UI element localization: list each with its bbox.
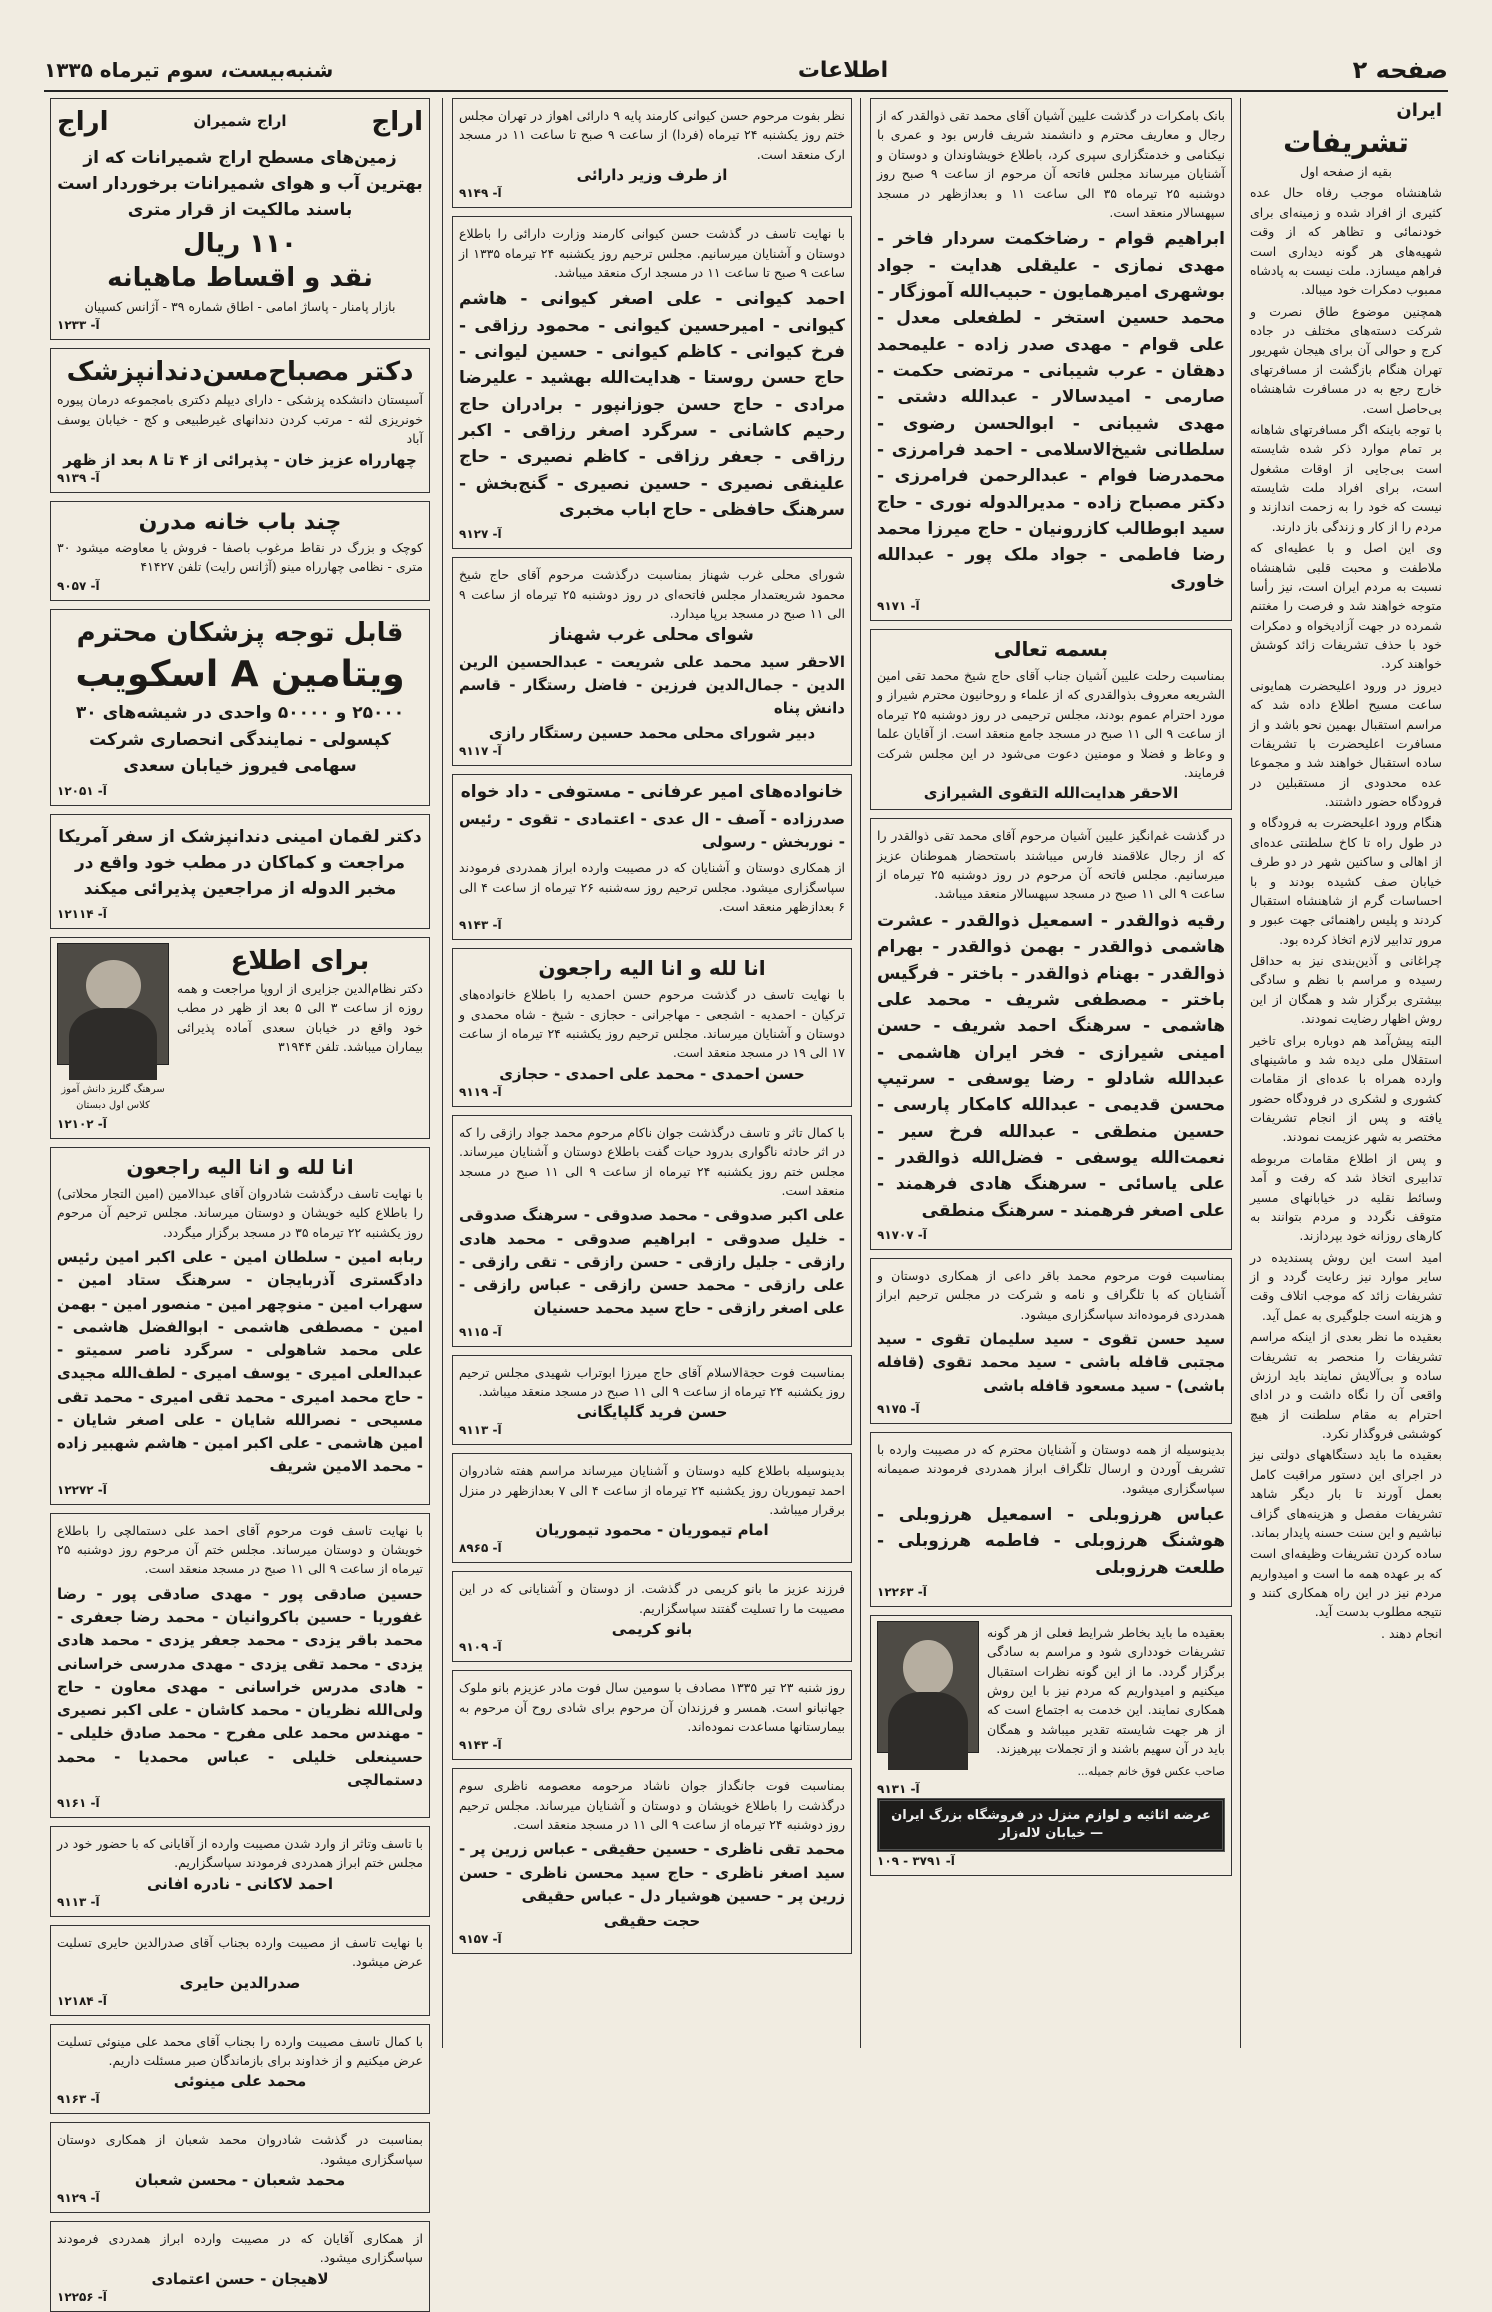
obituary-notice <box>870 818 1232 1250</box>
notice-code: آ- ۹۱۰۹ <box>459 1640 502 1655</box>
ad-body: ۲۵۰۰۰ و ۵۰۰۰۰ واحدی در شیشه‌های ۳۰ کپسولی - نمایندگی انحصاری شرکت سهامی فیروز خیابان سعدی <box>75 703 405 777</box>
editorial-paragraph: بعقیده ما نظر بعدی از اینکه مراسم تشریفات را منحصر به تشریفات ساده و بی‌آلایش نمایند باید ارزش واقعی آن را نگاه داشت و در ادای احترام به مقام سلطنت از هیچ کوششی فروگذار نکرد. <box>1250 1329 1442 1441</box>
notice-code: آ- ۹۱۳۱ <box>877 1781 920 1796</box>
photo-notice <box>870 1615 1232 1876</box>
house-ad <box>50 501 430 601</box>
obituary-notice <box>870 1258 1232 1424</box>
ad-address: بازار پامنار - پاساژ امامی - اطاق شماره ۳۹ - آژانس کسپیان <box>84 298 396 314</box>
notice-code: آ- ۹۱۱۹ <box>459 1084 502 1099</box>
paper-name: اطلاعات <box>797 57 889 83</box>
obituary-notice <box>452 216 852 549</box>
notice-code: آ- ۱۲۲۶۳ <box>877 1584 927 1599</box>
notice-body: بمناسبت فوت مرحوم محمد باقر داعی از همکاری دوستان و آشنایان که با تلگراف و نامه و شرکت در مجلس ترحیم ابراز همدردی فرموده‌اند سپاسگزاری میشود. <box>877 1267 1225 1322</box>
notice-signature: حجت حقیقی <box>603 1912 701 1931</box>
notice-body: نظر بفوت مرحوم حسن کیوانی کارمند پایه ۹ دارائی اهواز در تهران مجلس ختم روز یکشنبه ۲۴ تیرماه (فردا) از ساعت ۹ صبح تا ساعت ۱۱ در مسجد ارک منعقد است. <box>459 108 846 162</box>
notice-names: ابراهیم قوام - رضاخکمت سردار فاخر - مهدی نمازی - علیقلی هدایت - جواد بوشهری امیرهمایون - حبیب‌الله آموزگار - محمد حسین استخر - لطفعلی معدل - علی قوام - مهدی صدر زاده - علیمحمد دهقان - عرب شیبانی - مرتضی حکمت - صارمی - امیدسالار - عبدالله دشتی - مهدی شیبانی - ابوالحسن رضوی - سلطانی شیخ‌الاسلامی - احمد فرامرزی - محمدرضا فوام - عبدالرحمن فرامرزی - دکتر مصباح زاده - مدیرالدوله نوری - حاج سید ابوطالب کازرونیان - حاج میرزا محمد رضا فاطمی - جواد ملک پور - عبدالله خاوری <box>877 229 1225 592</box>
editorial-paragraph: امید است این روش پسندیده در سایر موارد نیز رعایت گردد و از تشریفات زائد که موجب اتلاف وقت و هزینه است جلوگیری به عمل آید. <box>1250 1249 1442 1323</box>
photo-caption: صاحب عکس فوق خانم جمیله... <box>1077 1764 1225 1778</box>
ad-hours: چهارراه عزیز خان - پذیرائی از ۴ تا ۸ بعد از ظهر <box>63 450 417 469</box>
notice-body: از همکاری آقایان که در مصیبت وارده ابراز همدردی فرمودند سپاسگزاری میشود. <box>57 2231 423 2266</box>
notice-body: بدینوسیله از همه دوستان و آشنایان محترم که در مصیبت وارده با تشریف آوردن و ارسال تلگراف ابراز همدردی فرمودند صمیمانه سپاسگزاری میشود. <box>877 1441 1225 1496</box>
notice-names: صدرزاده - آصف - ال عدی - اعتمادی - تقوی - رئیس - نوربخش - رسولی <box>459 809 845 851</box>
ad-code: آ- ۱۲۱۰۲ <box>57 1117 107 1132</box>
ad-code: آ- ۱۲۰۵۱ <box>57 783 107 798</box>
ad-body: کوچک و بزرگ در نقاط مرغوب باصفا - فروش یا معاوضه میشود ۳۰ متری - نظامی چهارراه مینو (آژانس رایت) تلفن ۴۱۴۲۷ <box>57 540 423 575</box>
notice-code: آ- ۹۱۷۰۷ <box>877 1227 927 1242</box>
obituary-notice <box>50 2221 430 2312</box>
notice-body: شورای محلی غرب شهناز بمناسبت درگذشت مرحوم آقای حاج شیخ محمود شریعتمدار مجلس فاتحه‌ای در روز دوشنبه ۲۵ تیرماه از ساعت ۹ الی ۱۱ صبح در مسجد برپا میدارد. <box>459 567 845 622</box>
editorial-paragraph: بقیه از صفحه اول <box>1299 164 1392 179</box>
obituary-notice <box>50 2122 430 2213</box>
notice-signature: از طرف وزیر دارائی <box>576 166 728 185</box>
ad-banner: عرضه اثاثیه و لوازم منزل در فروشگاه بزرگ ایران — خیابان لاله‌زار <box>877 1798 1225 1852</box>
notice-code: آ- ۹۱۱۵ <box>459 1324 502 1339</box>
notice-body: از همکاری دوستان و آشنایان که در مصیبت وارده ابراز همدردی فرمودند سپاسگزاری میشود. مجلس ترحیم روز سه‌شنبه ۲۶ تیرماه از ساعت ۴ الی ۶ بعدازظهر منعقد است. <box>459 860 845 914</box>
notice-body: فرزند عزیز ما بانو کریمی در گذشت. از دوستان و آشنایانی که در این مصیبت ما را تسلیت گفتند سپاسگزاریم. <box>459 1581 845 1616</box>
editorial-paragraph: ساده کردن تشریفات وظیفه‌ای است که بر عهده همه ما است و امیدواریم مردم نیز در این راه همکاری کنند و نتیجه مطلوب بدست آید. <box>1250 1546 1442 1620</box>
notice-code: آ- ۱۲۲۵۶ <box>57 2289 107 2304</box>
ad-body: آسیستان دانشکده پزشکی - دارای دیپلم دکتری بامجموعه درمان پیوره خونریزی لثه - مرتب کردن دندانهای غیرطبیعی و کج - خیابان یوسف آباد <box>57 392 423 447</box>
notice-code: آ- ۹۱۷۱ <box>877 599 920 614</box>
notice-heading: انا لله و انا الیه راجعون <box>538 956 766 981</box>
notices-column-midleft <box>446 98 858 2048</box>
ad-title: قابل توجه پزشکان محترم <box>76 617 404 648</box>
obituary-notice <box>452 1571 852 1662</box>
notice-code: آ- ۹۱۲۹ <box>57 2191 100 2206</box>
obituary-notice <box>452 774 852 940</box>
notice-body: با نهایت تاسف درگذشت شادروان آقای عبدالامین (امین التجار محلاتی) را باطلاع کلیه خویشان و دوستان میرساند. مجلس ترحیم آن مرحوم روز یکشنبه ۲۲ تیرماه ۳۵ در مسجد برگزار میگردد. <box>57 1186 423 1240</box>
editorial-paragraph: هنگام ورود اعلیحضرت به فرودگاه و در طول راه تا کاخ سلطنتی عده‌ای از اهالی و ساکنین شهر در دو طرف خیابان صف کشیده بودند و با احساسات گرم از شاهنشاه استقبال کردند و پلیس راهنمائی جهت عبور و مرور تدابیر لازم اتخاذ کرده بود. <box>1250 815 1442 947</box>
ad-product: ویتامین A اسکویب <box>75 654 405 696</box>
ad-title: برای اطلاع <box>230 945 370 976</box>
notice-body: با نهایت تاسف از مصیبت وارده بجناب آقای صدرالدین حایری تسلیت عرض میشود. <box>57 1934 423 1970</box>
column-rule <box>442 98 443 2048</box>
notice-code: آ- ۱۲۲۷۲ <box>57 1482 107 1497</box>
notice-signature: حسن فرید گلپایگانی <box>576 1403 728 1422</box>
obituary-notice <box>452 1768 852 1954</box>
notice-body: با کمال تاثر و تاسف درگذشت جوان ناکام مرحوم محمد جواد رازقی را که در اثر حادثه ناگواری بدرود حیات گفت باطلاع دوستان و آشنایان میرساند. مجلس ختم روز یکشنبه ۲۴ تیرماه از ساعت ۹ الی ۱۱ صبح در مسجد منعقد است. <box>459 1124 845 1198</box>
issue-date: شنبه‌بیست، سوم تیرماه ۱۳۳۵ <box>44 58 334 82</box>
notice-code: آ- ۹۱۵۷ <box>459 1932 502 1947</box>
portrait-photo <box>877 1621 979 1753</box>
land-ad <box>50 98 430 340</box>
notice-body: بدینوسیله باطلاع کلیه دوستان و آشنایان میرساند مراسم هفته شادروان احمد تیموریان روز یکشنبه ۲۴ تیرماه از ساعت ۴ الی ۷ بعدازظهر در منزل برقرار میباشد. <box>459 1463 845 1518</box>
doctor-return-ad <box>50 937 430 1140</box>
photo-caption: سرهنگ گلریز دانش آموز کلاس اول دبستان <box>61 1084 165 1111</box>
notice-code: آ- ۹۱۴۹ <box>459 186 502 201</box>
notice-body: بمناسبت فوت حجة‌الاسلام آقای حاج میرزا ابوتراب شهیدی مجلس ترحیم روز یکشنبه ۲۴ تیرماه از ساعت ۹ الی ۱۱ صبح در مسجد منعقد میباشد. <box>459 1364 845 1399</box>
ad-body: زمین‌های مسطح اراج شمیرانات که از بهترین آب و هوای شمیرانات برخوردار است باسند مالکیت از قرار متری <box>57 147 423 221</box>
page-header <box>44 50 1448 92</box>
editorial-paragraph: دیروز در ورود اعلیحضرت همایونی ساعت مسیح اطلاع داده شد که مراسم استقبال بهمین نحو باشد و از مسافرت اعلیحضرت با تشریفات ساده استقبال خواهند شد و مجموعا عده محدودی از مستقبلین در فرودگاه حضور داشتند. <box>1250 677 1442 809</box>
notice-signature: صدرالدین حایری <box>179 1973 301 1992</box>
notice-heading: خانواده‌های امیر عرفانی - مستوفی - داد خواه <box>460 782 844 803</box>
ad-price: ۱۱۰ ریال <box>183 228 297 259</box>
notice-names: الاحقر سید محمد علی شریعت - عبدالحسین الرین الدین - جمال‌الدین فرزین - فاضل رستگار - قاسم دانش پناه <box>459 652 845 718</box>
notice-body: در گذشت غم‌انگیز علیین آشیان مرحوم آقای محمد تقی ذوالقدر را که از رجال علاقمند فارس میباشند باستحضار هموطنان عزیز میرسانیم. مجلس فاتحه آن مرحوم در روز دوشنبه ۲۵ تیرماه از ساعت ۹ الی ۱۱ صبح در مسجد سپهسالار منعقد میباشد. <box>877 828 1225 902</box>
editorial-column <box>1244 98 1448 2048</box>
obituary-notice <box>870 629 1232 810</box>
ad-code: آ- ۹۱۳۹ <box>57 470 100 485</box>
column-rule <box>860 98 861 2048</box>
notice-signature: حسن احمدی - محمد علی احمدی - حجازی <box>499 1064 805 1083</box>
obituary-notice <box>452 557 852 766</box>
notice-names: عباس هرزوبلی - اسمعیل هرزوبلی - هوشنگ هرزوبلی - فاطمه هرزوبلی - طلعت هرزوبلی <box>877 1504 1225 1578</box>
notice-signature: احمد لاکانی - نادره افانی <box>147 1874 333 1893</box>
notice-signature: لاهیجان - حسن اعتمادی <box>151 2269 329 2288</box>
editorial-paragraph: شاهنشاه موجب رفاه حال عده کثیری از افراد شده و زمینه‌ای برای خودنمائی و تظاهر که از وقت شهیه‌های هر گونه دیداری است فراهم میسازد. ملت نیست به پادشاه ممبوب دمکرات خود میبالد. <box>1250 185 1442 298</box>
notice-names: محمد تقی ناظری - حسین حقیقی - عباس زرین پر - سید اصغر ناظری - حاج سید محسن ناظری - حسن زرین پر - حسین هوشیار دل - عباس حقیقی <box>459 1840 845 1905</box>
notice-code: آ- ۹۱۱۳ <box>57 1894 100 1909</box>
notice-body: بعقیده ما باید بخاطر شرایط فعلی از هر گونه تشریفات خودداری شود و مراسم به سادگی برگزار گردد. ما از این گونه نظرات استقبال میکنیم و امیدواریم که مردم نیز با این روش همکاری نمایند. این خدمت به اجتماع است که از هر جهت شایسته تقدیر میباشد و همگان باید در آن سهیم باشند و از تجملات بپرهیزند. <box>987 1624 1225 1757</box>
notice-code: آ- ۹۱۷۵ <box>877 1401 920 1416</box>
section-label: ایران <box>1396 100 1442 121</box>
notice-code: آ- ۱۲۱۸۴ <box>57 1993 107 2008</box>
notice-code: آ- ۹۱۲۷ <box>459 527 502 542</box>
obituary-notice <box>452 1670 852 1760</box>
editorial-paragraph: وی این اصل و با عطیه‌ای که ملاطفت و محبت قلبی شاهنشاه نسبت به مردم ایران است، نیز رأسا متوجه خواهند شد و فرصت را مغتنم شمرده در جهت آزادیخواه و دمکرات خود با حذف تشریفات زائد کوشش خواهند کرد. <box>1250 540 1442 672</box>
notice-body: با کمال تاسف مصیبت وارده را بجناب آقای محمد علی مینوئی تسلیت عرض میکنیم و از خداوند برای بازماندگان صبر مسئلت داریم. <box>57 2033 423 2068</box>
notice-body: با نهایت تاسف در گذشت حسن کیوانی کارمند وزارت دارائی را باطلاع دوستان و آشنایان میرسانیم. مجلس ترحیم روز یکشنبه ۲۴ تیرماه ۱۳۳۵ از ساعت ۹ صبح تا ساعت ۱۱ در مسجد ارک منعقد میباشد. <box>459 226 846 280</box>
ad-body: دکتر لقمان امینی دندانپزشک از سفر آمریکا مراجعت و کماکان در مطب خود واقع در مخبر الدوله از مراجعین پذیرائی میکند <box>58 826 422 900</box>
page-footer-code: آ- ۳۷۹۱ - ۱۰۹ <box>877 1854 955 1869</box>
ad-code: آ- ۹۰۵۷ <box>57 578 100 593</box>
editorial-title: تشریفات <box>1283 126 1409 159</box>
notice-code: آ- ۹۱۱۷ <box>459 744 502 759</box>
notice-names: سید حسن تقوی - سید سلیمان تقوی - سید مجتبی قافله باشی - سید محمد تقوی (قافله باشی) - سید مسعود قافله باشی <box>877 1330 1225 1395</box>
notice-signature: دبیر شورای محلی محمد حسین رستگار رازی <box>488 724 816 743</box>
obituary-notice <box>452 1355 852 1446</box>
ad-body: دکتر نظام‌الدین جزایری از اروپا مراجعت و همه روزه از ساعت ۳ الی ۵ بعد از ظهر در مطب خود واقع در خیابان سعدی آماده پذیرائی بیماران میباشد. تلفن ۳۱۹۴۴ <box>177 981 423 1055</box>
ad-subtitle: اراج شمیران <box>193 111 287 130</box>
notice-body: با تاسف وتاثر از وارد شدن مصیبت وارده از آقایانی که با حضور خود در مجلس ختم ابراز همدردی فرمودند سپاسگزاریم. <box>57 1836 423 1871</box>
notice-names: احمد کیوانی - علی اصغر کیوانی - هاشم کیوانی - امیرحسین کیوانی - محمود رزاقی - فرخ کیوانی - کاظم کیوانی - حسین لیوانی - حاج حسن روستا - هدایت‌الله بهشید - علیرضا مرادی - حاج حسن جوزانپور - برادران حاج رحیم کاشانی - سرگرد اصغر رزاقی - اکبر رزاقی - جعفر رزاقی - کاظم نصیری - حاج علینقی نصیری - حسین نصیری - گنج‌بخش - سرهنگ حافظی - حاج اباب مخبری <box>459 289 845 520</box>
editorial-paragraph: با توجه باینکه اگر مسافرتهای شاهانه بر تمام موارد ذکر شده شایسته است بی‌جایی از اوقات مشغول است، برای افراد ملت شایسته نیست که خود را به زحمت اندازند و مردم را از کار و زندگی باز دارند. <box>1250 421 1442 534</box>
editorial-paragraph: همچنین موضوع طاق نصرت و شرکت دسته‌های مختلف در جاده کرج و حوالی آن برای هیجان شهریور تهران هنگام بازگشت از مسافرتهای خارج رجع به در مسافرت شاهنشاه بی‌حاصل است. <box>1250 303 1442 416</box>
obituary-notice <box>870 98 1232 621</box>
ad-code: آ- ۱۲۱۱۴ <box>57 906 107 921</box>
notice-body: بمناسبت در گذشت شادروان محمد شعبان از همکاری دوستان سپاسگزاری میشود. <box>57 2132 423 2167</box>
editorial-paragraph: چراغانی و آذین‌بندی نیز به حداقل رسیده و مراسم با نظم و سادگی بیشتری برگزار شد و همگان از این روش اظهار رضایت نمودند. <box>1250 953 1442 1027</box>
obituary-notice <box>50 1513 430 1818</box>
dentist-ad <box>50 348 430 493</box>
notice-body: بانک بامکرات در گذشت علیین آشیان آقای محمد تقی ذوالقدر که از رجال و معاریف محترم و دانشمند شریف فارس بود و عمری با نیکنامی و خدمتگزاری سپری کرد، باطلاع خویشاوندان و دوستان و آشنایان میرساند مجلس فاتحه آن مرحوم از ساعت ۹ صبح روز دوشنبه ۲۵ تیرماه ۳۵ الی ساعت ۱۱ و بعدازظهر در مسجد سپهسالار منعقد است. <box>877 108 1226 220</box>
notice-names: ربابه امین - سلطان امین - علی اکبر امین رئیس دادگستری آذربایجان - سرهنگ ستاد امین - سهراب امین - منوچهر امین - منصور امین - بهمن امین - مصطفی هاشمی - ابوالفضل هاشمی - علی محمد شاهولی - سرگرد ناصر سمیتو - عبدالعلی امیری - یوسف امیری - لطف‌الله مجیدی - حاج محمد امیری - محمد تقی امیری - محمد تقی مسیحی - نصرالله شایان - علی اصغر شایان - امین هاشمی - علی اکبر امین - هاشم شهبیر زاده - محمد الامین شریف <box>57 1248 423 1476</box>
notice-code: آ- ۸۹۶۵ <box>459 1541 502 1556</box>
editorial-paragraph: انجام دهند . <box>1381 1625 1442 1641</box>
notice-signature: الاحقر هدایت‌الله التقوی الشیرازی <box>923 784 1179 803</box>
notice-body: روز شنبه ۲۳ تیر ۱۳۳۵ مصادف با سومین سال فوت مادر عزیزم بانو ملوک جهانبانو است. همسر و فرزندان آن مرحوم برای شادی روح آن مرحوم به بیمارستانها مساعدت نموده‌اند. <box>459 1680 845 1734</box>
vitamin-ad <box>50 609 430 806</box>
ad-title: چند باب خانه مدرن <box>138 509 342 535</box>
notice-heading: شوای محلی غرب شهناز <box>550 625 754 646</box>
notice-body: بمناسبت رحلت علیین آشیان جناب آقای حاج شیخ محمد تقی امین الشریعه معروف بذوالقدری که از علماء و روحانیون محترم شیراز و مورد احترام عموم بودند، مجلس ترحیمی در روز دوشنبه ۲۵ تیرماه از ساعت ۹ الی ۱۱ صبح در مسجد جامع منعقد است. از آقایان علما و وعاظ و فضلا و مومنین دعوت می‌شود در این مجلس شرکت فرمایند. <box>877 668 1225 780</box>
obituary-notice <box>452 948 852 1107</box>
notice-heading: انا لله و انا الیه راجعون <box>126 1155 354 1180</box>
column-rule <box>1240 98 1241 2048</box>
page-number: صفحه ۲ <box>1352 56 1448 84</box>
ad-title: دکتر مصباح‌مسن‌دندانپزشک <box>66 356 414 387</box>
notice-names: رقیه ذوالقدر - اسمعیل ذوالقدر - عشرت هاشمی ذوالقدر - بهمن ذوالقدر - بهرام ذوالقدر - بهنام ذوالقدر - باختر - فرگیس باختر - مصطفی شریف - محمد علی هاشمی - سرهنگ احمد شریف - حسن امینی شیرازی - فخر ایران هاشمی - عبدالله شادلو - رضا یوسفی - سرتیپ محسن قدیمی - عبدالله کامکار پارسی - حسین منطقی - عبدالله فرخ سیر - نعمت‌الله یوسفی - فضل‌الله ذوالقدر - علی یاسائی - سرهنگ هادی فرهمند - علی اصغر فرهمند - سرهنگ منطقی <box>877 910 1225 1221</box>
obituary-notice <box>870 1432 1232 1607</box>
notice-code: آ- ۹۱۱۳ <box>459 1423 502 1438</box>
obituary-notice <box>452 98 852 208</box>
notice-code: آ- ۹۱۶۱ <box>57 1796 100 1811</box>
notice-body: با نهایت تاسف فوت مرحوم آقای احمد علی دستمالچی را باطلاع خویشان و دوستان میرساند. مجلس ختم آن مرحوم روز دوشنبه ۲۵ تیرماه از ساعت ۹ الی ۱۱ صبح در مسجد منعقد است. <box>57 1522 423 1577</box>
obituary-notice <box>50 1826 430 1917</box>
notice-signature: امام تیموریان - محمود تیموریان <box>535 1521 769 1540</box>
notices-column-midright <box>864 98 1238 2048</box>
ad-title: اراج <box>57 107 109 137</box>
ads-column <box>44 98 436 2304</box>
notice-body: بمناسبت فوت جانگداز جوان ناشاد مرحومه معصومه ناظری سوم درگذشت را باطلاع خویشان و دوستان و آشنایان میرساند. مجلس ترحیم روز دوشنبه ۲۴ تیرماه از ساعت ۹ الی ۱۱ در مسجد منعقد است. <box>459 1778 845 1833</box>
notice-signature: محمد علی مینوئی <box>173 2072 307 2091</box>
notice-body: با نهایت تاسف در گذشت مرحوم حسن احمدیه را باطلاع خانواده‌های ترکیان - احمدیه - اشجعی - مهاجرانی - حجازی - شیخ - شاه محمدی و دوستان و آشنایان میرساند. مجلس ترحیم روز یکشنبه ۲۴ تیرماه از ساعت ۱۷ الی ۱۹ در مسجد منعقد است. <box>459 987 845 1061</box>
editorial-paragraph: البته پیش‌آمد هم دوباره برای تاخیر استقلال ملی دیده شد و ماشینهای وارده همراه با عده‌ای از مقامات کشوری و لشکری در فرودگاه حضور یافته و پس از انجام تشریفات مختصر به شهر عزیمت نمودند. <box>1250 1032 1442 1145</box>
notice-heading: بسمه تعالی <box>993 637 1109 662</box>
obituary-notice <box>452 1453 852 1563</box>
obituary-notice <box>452 1115 852 1347</box>
notice-signature: محمد شعبان - محسن شعبان <box>134 2171 346 2190</box>
obituary-notice <box>50 1925 430 2016</box>
portrait-photo <box>57 943 169 1065</box>
editorial-paragraph: بعقیده ما باید دستگاههای دولتی نیز در اجرای این دستور مراقبت کامل بعمل آورند تا بار دیگر شاهد تشریفات مفصل و هزینه‌های گزاف نباشیم و این سنت حسنه پایدار بماند. <box>1250 1447 1442 1540</box>
editorial-paragraph: و پس از اطلاع مقامات مربوطه تدابیری اتخاذ شد که رفت و آمد وسائط نقلیه در خیابانهای مسیر متوقف نگردد و مردم بتوانند به کارهای روزانه خود بپردازند. <box>1250 1150 1442 1244</box>
ad-terms: نقد و اقساط ماهیانه <box>107 263 373 294</box>
notice-signature: بانو کریمی <box>611 1620 693 1639</box>
notice-names: حسین صادقی پور - مهدی صادقی پور - رضا غفوریا - حسین باکروانیان - محمد رضا جعفری - محمد باقر یزدی - محمد جعفر یزدی - محمد هادی یزدی - محمد تقی یزدی - مهدی مدرسی خراسانی - هادی مدرس خراسانی - مهدی معاون - حاج ولی‌الله نظریان - محمد کاشان - علی اکبر نصیری - مهندس محمد علی مفرح - محمد صادق خلیلی - حسینعلی خلیلی - عباس محمدیا - محمد دستمالچی <box>57 1584 423 1789</box>
notice-code: آ- ۹۱۴۳ <box>459 1738 502 1753</box>
notice-code: آ- ۹۱۴۳ <box>459 918 502 933</box>
notice-code: آ- ۹۱۶۳ <box>57 2092 100 2107</box>
obituary-notice <box>50 2024 430 2115</box>
ad-code: آ- ۱۲۳۳ <box>57 317 100 332</box>
dentist-return-ad <box>50 814 430 929</box>
obituary-notice <box>50 1147 430 1505</box>
ad-title: اراج <box>371 107 423 137</box>
notice-names: علی اکبر صدوقی - محمد صدوقی - سرهنگ صدوقی - خلیل صدوقی - ابراهیم صدوقی - محمد هادی رازقی - جلیل رازقی - حسن رازقی - تقی رازقی - علی رازقی - محمد حسن رازقی - عباس رازقی - علی اصغر رازقی - حاج سید محمد حسنیان <box>459 1206 845 1318</box>
